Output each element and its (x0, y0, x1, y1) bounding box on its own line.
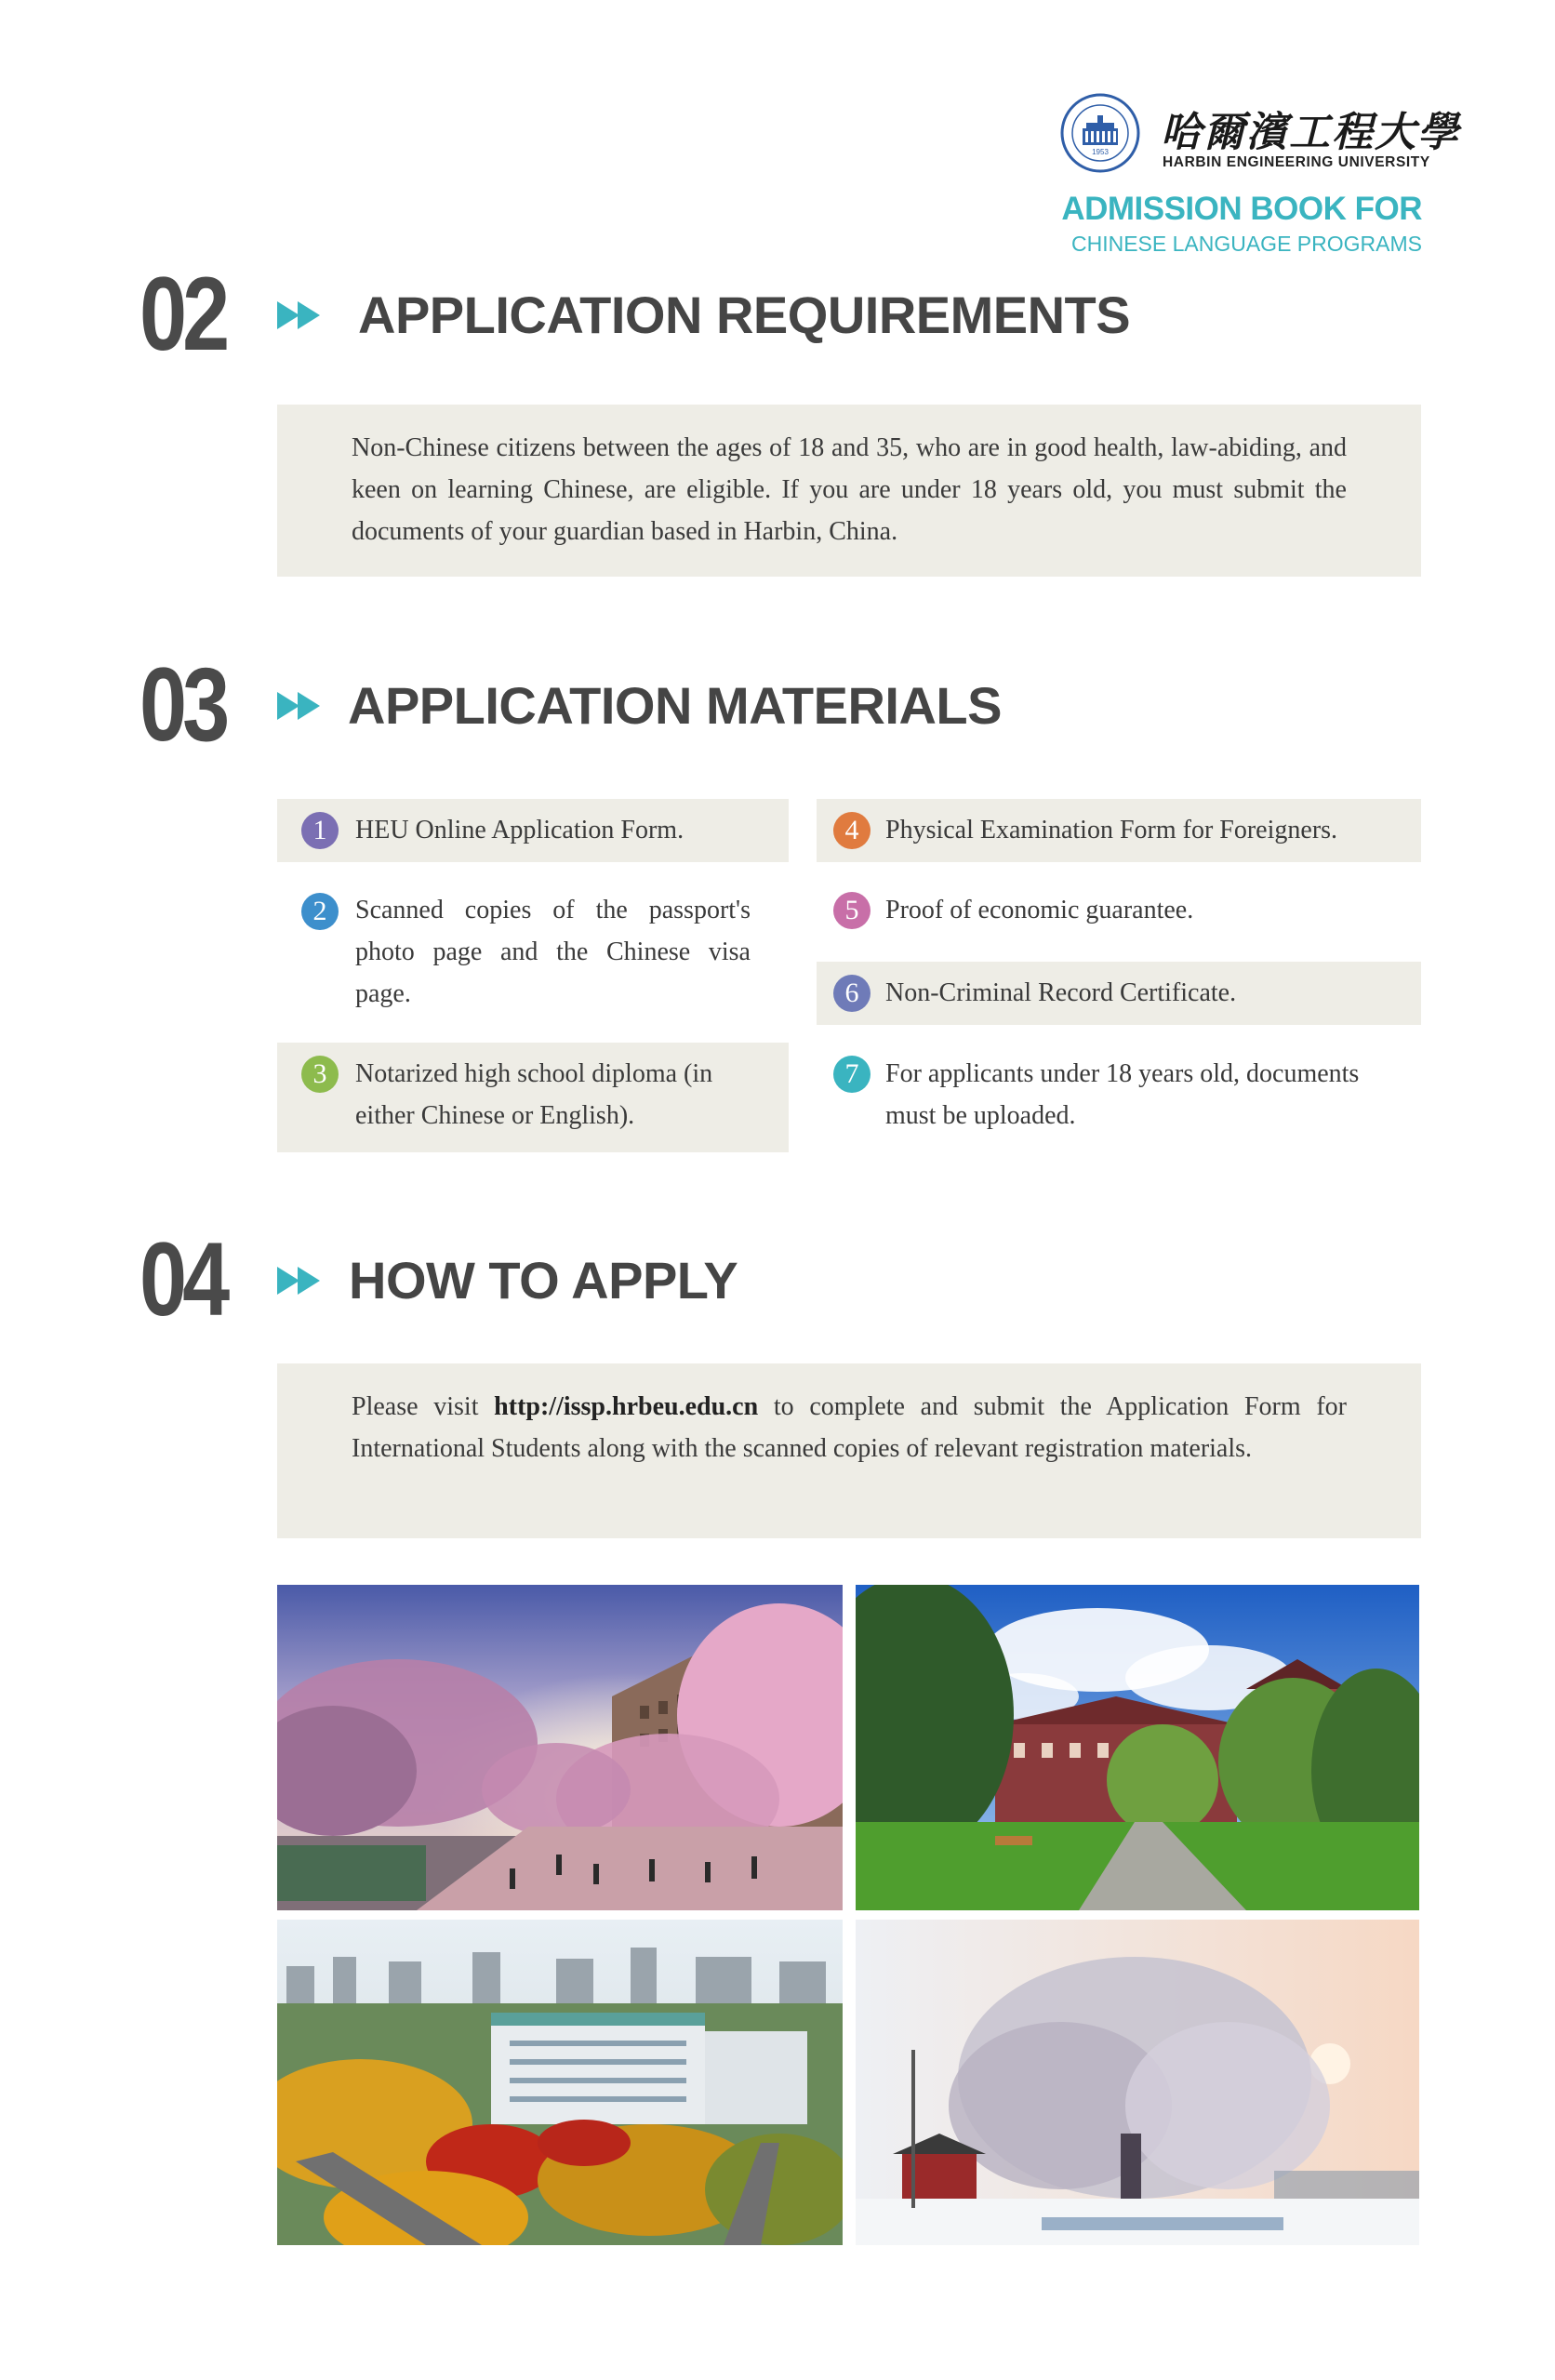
material-item-3 (277, 1043, 789, 1152)
material-text-7: For applicants under 18 years old, documents must be uploaded. (885, 1059, 1360, 1130)
requirements-box (277, 405, 1421, 577)
campus-summer-garden-photo (856, 1585, 1419, 1910)
material-number-2: 2 (301, 893, 339, 930)
material-item-6 (817, 962, 1421, 1025)
material-number-6: 6 (833, 975, 871, 1012)
requirements-text: Non-Chinese citizens between the ages of 18 and 35, who are in good health, law-abiding, and keen on learning Chinese, are eligible. If you are under 18 years old, you must submit the documents of your guardian based in Harbin, China. (352, 433, 1347, 546)
campus-cherry-blossom-photo (277, 1585, 843, 1910)
apply-url-link[interactable]: http://issp.hrbeu.edu.cn (494, 1392, 759, 1421)
material-text-5: Proof of economic guarantee. (885, 896, 1194, 924)
campus-autumn-aerial-photo (277, 1920, 843, 2245)
section-number-requirements: 02 (140, 256, 226, 372)
material-number-1: 1 (301, 812, 339, 849)
double-arrow-icon (277, 299, 326, 331)
university-logo (1060, 93, 1460, 177)
material-item-5 (817, 879, 1421, 942)
university-seal-icon (1060, 93, 1140, 173)
material-number-5: 5 (833, 892, 871, 929)
material-text-3: Notarized high school diploma (in either Chinese or English). (355, 1059, 713, 1130)
material-text-1: HEU Online Application Form. (355, 816, 684, 844)
university-name-en: HARBIN ENGINEERING UNIVERSITY (1163, 154, 1430, 170)
material-number-4: 4 (833, 812, 871, 849)
seal-year: 1953 (1092, 148, 1109, 156)
material-text-4: Physical Examination Form for Foreigners. (885, 816, 1338, 844)
material-item-7 (817, 1043, 1421, 1152)
university-name-cn: 哈爾濱工程大學 (1161, 109, 1460, 156)
campus-winter-snow-tree-photo (856, 1920, 1419, 2245)
material-number-7: 7 (833, 1056, 871, 1093)
apply-text-before: Please visit (352, 1392, 495, 1421)
section-title-requirements: APPLICATION REQUIREMENTS (358, 286, 1131, 344)
double-arrow-icon (277, 690, 326, 722)
section-number-materials: 03 (140, 646, 226, 763)
material-item-4 (817, 799, 1421, 862)
book-title: ADMISSION BOOK FOR (1061, 191, 1422, 227)
material-item-2 (277, 879, 789, 1018)
material-item-1 (277, 799, 789, 862)
material-text-6: Non-Criminal Record Certificate. (885, 978, 1237, 1007)
apply-text (352, 1386, 1347, 1469)
material-number-3: 3 (301, 1056, 339, 1093)
section-title-apply: HOW TO APPLY (349, 1251, 738, 1310)
section-number-apply: 04 (140, 1221, 226, 1337)
book-subtitle: CHINESE LANGUAGE PROGRAMS (1070, 232, 1422, 256)
section-title-materials: APPLICATION MATERIALS (348, 676, 1002, 735)
apply-text-after: to complete and submit the Application Form for International Students along with the scanned copies of relevant registration materials. (352, 1392, 1347, 1463)
double-arrow-icon (277, 1265, 326, 1296)
material-text-2: Scanned copies of the passport's photo page and the Chinese visa page. (355, 896, 751, 1008)
apply-box (277, 1363, 1421, 1538)
